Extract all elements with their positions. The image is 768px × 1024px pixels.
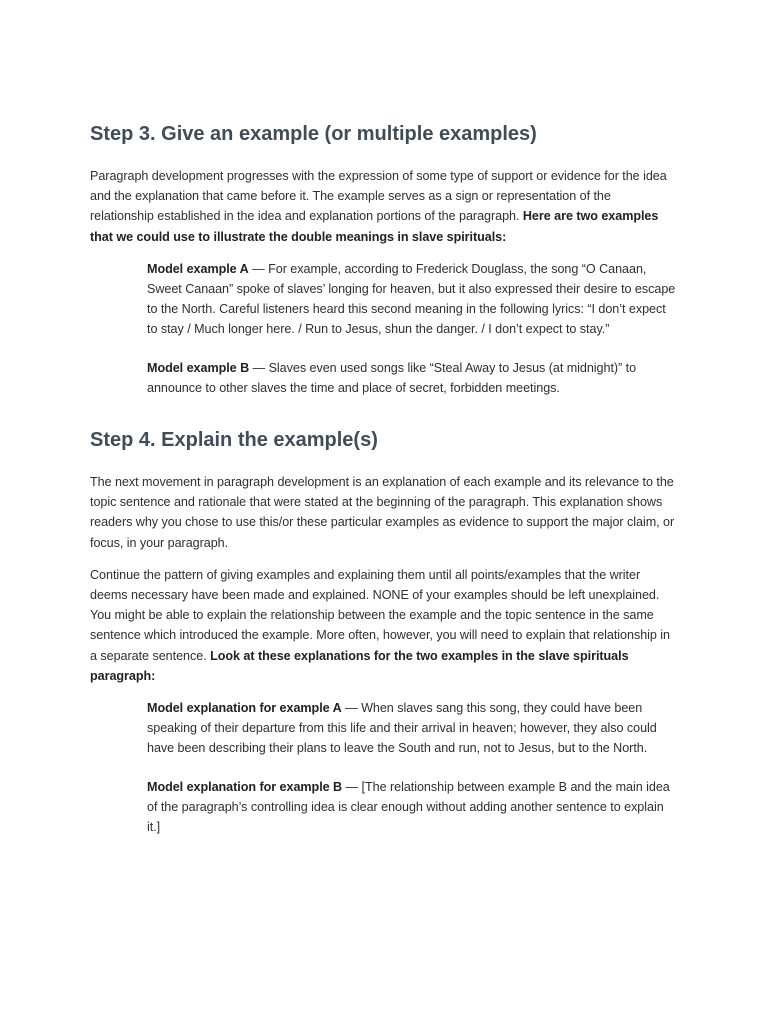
model-example-a: [90, 259, 678, 340]
model-example-b: [90, 358, 678, 398]
model-explanation-a: [90, 698, 678, 759]
step4-paragraph-2: [90, 565, 678, 686]
step3-paragraph-bold: Here are two examples that we could use to illustrate the double meanings in slave spirituals:: [90, 209, 659, 244]
model-example-a-label: Model example A: [147, 261, 249, 276]
model-explanation-a-text: — When slaves sang this song, they could have been speaking of their departure from this life and their arrival in heaven; however, they also could have been describing their plans to leave the South and run, not to Jesus, but to the North.: [147, 701, 657, 756]
step3-heading: Step 3. Give an example (or multiple examples): [90, 123, 537, 145]
step3-paragraph: [90, 166, 678, 247]
model-explanation-b-label: Model explanation for example B: [147, 779, 343, 794]
step3-paragraph-text: Paragraph development progresses with the expression of some type of support or evidence for the idea and the explanation that came before it. The example serves as a sign or representation of the relationship established in the idea and explanation portions of the paragraph.: [90, 169, 667, 224]
model-explanation-b: [90, 777, 678, 838]
step4-paragraph-2-text: Continue the pattern of giving examples and explaining them until all points/examples that the writer deems necessary have been made and explained. NONE of your examples should be left unexplained. You might be able to explain the relationship between the example and the topic sentence in the same sentence which introduced the example. More often, however, you will need to explain that relationship in a separate sentence.: [90, 567, 671, 663]
model-explanation-b-text: — [The relationship between example B and the main idea of the paragraph’s controlling idea is clear enough without adding another sentence to explain it.]: [147, 779, 670, 835]
step4-heading: Step 4. Explain the example(s): [90, 429, 378, 452]
model-explanation-a-label: Model explanation for example A: [147, 701, 342, 716]
model-example-b-text: — Slaves even used songs like “Steal Away to Jesus (at midnight)” to announce to other slaves the time and place of secret, forbidden meetings.: [147, 360, 637, 395]
step4-paragraph-1: The next movement in paragraph development is an explanation of each example and its relevance to the topic sentence and rationale that were stated at the beginning of the paragraph. This explanation shows readers why you chose to use this/or these particular examples as evidence to support the major claim, or focus, in your paragraph.: [90, 475, 675, 550]
step4-paragraph-2-bold: Look at these explanations for the two examples in the slave spirituals paragraph:: [90, 648, 629, 683]
model-example-a-text: — For example, according to Frederick Douglass, the song “O Canaan, Sweet Canaan” spoke of slaves’ longing for heaven, but it also expressed their desire to escape to the North. Careful listeners heard this second meaning in the following lyrics: “I don’t expect to stay / Much longer here. / Run to Jesus, shun the danger. / I don’t expect to stay.”: [147, 261, 676, 337]
model-example-b-label: Model example B: [147, 360, 250, 375]
